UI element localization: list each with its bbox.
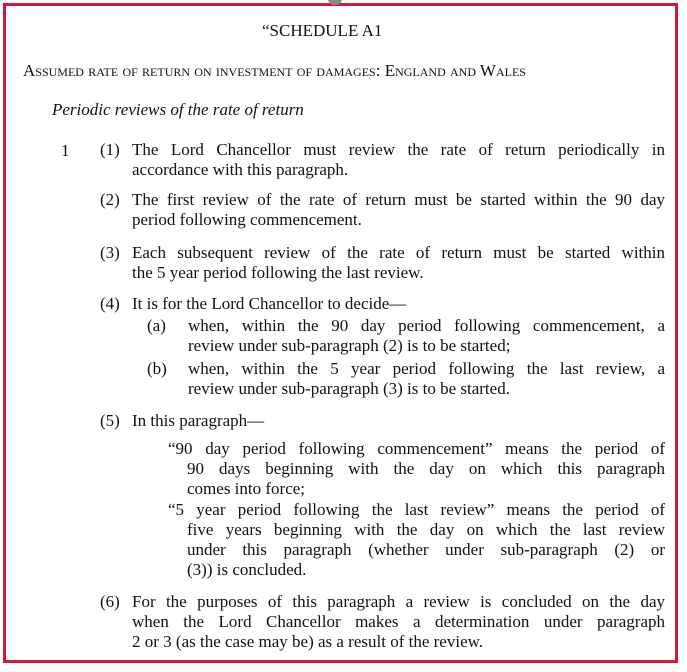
subparagraph-6 [100,592,665,652]
definition-line: five years beginning with the day on which the last review [187,520,665,539]
item-line: when, within the 90 day period following commencement, a [188,316,665,335]
subparagraph-line: when the Lord Chancellor makes a determination under paragraph [132,612,665,631]
subparagraph-3 [100,243,665,283]
definition-line: (3)) is concluded. [187,560,307,579]
subparagraph-5 [100,411,665,431]
subparagraph-line: It is for the Lord Chancellor to decide— [132,294,407,313]
subparagraph-4 [100,294,665,314]
item-line: when, within the 5 year period following the last review, a [188,359,665,378]
subparagraph-number: (2) [100,190,120,209]
definition-line: “5 year period following the last review” means the period of [168,500,665,519]
subparagraph-number: (6) [100,592,120,611]
definition-line: “90 day period following commencement” means the period of [168,439,665,458]
subparagraph-number: (5) [100,411,120,430]
definition-line: under this paragraph (whether under sub-paragraph (2) or [187,540,665,559]
subparagraph-line: In this paragraph— [132,411,265,430]
item-line: review under sub-paragraph (3) is to be started. [188,379,510,398]
subparagraph-line: the 5 year period following the last review. [132,263,424,282]
item-line: review under sub-paragraph (2) is to be started; [188,336,511,355]
definition-5-year [168,500,665,580]
page-top-mark [328,0,342,5]
subparagraph-2 [100,190,665,230]
subparagraph-number: (3) [100,243,120,262]
definition-line: 90 days beginning with the day on which this paragraph [187,459,665,478]
subparagraph-number: (1) [100,140,120,159]
subparagraph-line: accordance with this paragraph. [132,160,349,179]
paragraph-number: 1 [61,141,70,160]
item-label: (b) [147,359,167,378]
item-4b [143,359,665,399]
section-subheading: Periodic reviews of the rate of return [52,100,304,119]
subparagraph-line: The first review of the rate of return must be started within the 90 day [132,190,665,209]
subparagraph-number: (4) [100,294,120,313]
schedule-title: “SCHEDULE A1 [262,21,383,40]
item-label: (a) [147,316,166,335]
item-4a [143,316,665,356]
definition-90-day [168,439,665,499]
subparagraph-line: period following commencement. [132,210,362,229]
subparagraph-line: Each subsequent review of the rate of return must be started within [132,243,665,262]
subparagraph-line: For the purposes of this paragraph a review is concluded on the day [132,592,665,611]
subparagraph-1 [100,140,665,180]
definition-line: comes into force; [187,479,306,498]
subparagraph-line: The Lord Chancellor must review the rate of return periodically in [132,140,665,159]
schedule-heading: Assumed rate of return on investment of damages: England and Wales [23,61,526,80]
subparagraph-line: 2 or 3 (as the case may be) as a result of the review. [132,632,484,651]
